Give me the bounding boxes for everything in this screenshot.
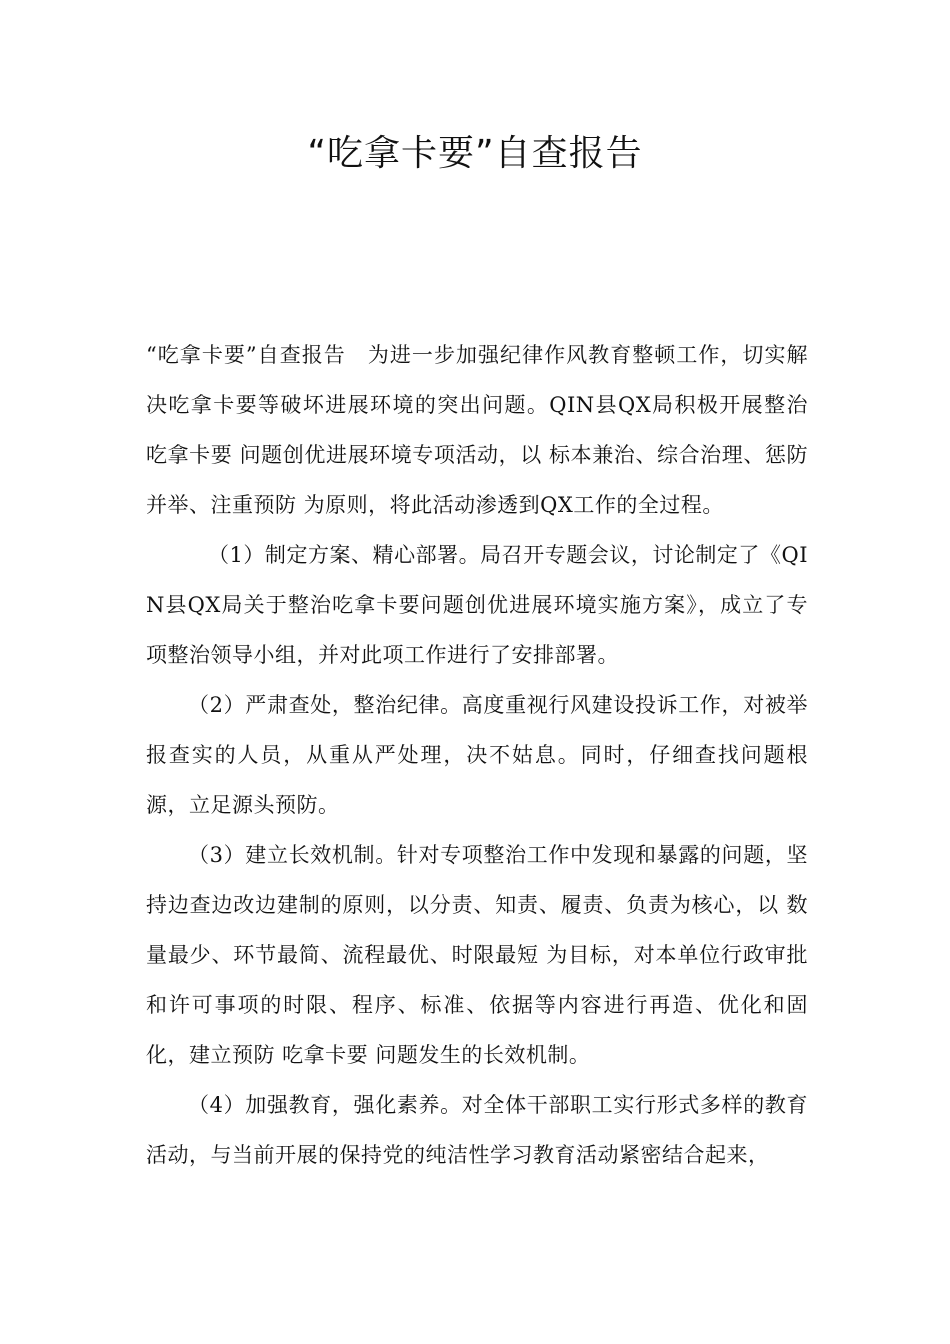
paragraph-intro: “吃拿卡要”自查报告 为进一步加强纪律作风教育整顿工作，切实解决吃拿卡要等破坏进展环境的突出问题。QIN县QX局积极开展整治 吃拿卡要 问题创优进展环境专项活动，以 标本兼治、综合治理、惩防并举、注重预防 为原则，将此活动渗透到QX工作的全过程。 (146, 343, 808, 517)
document-body (146, 330, 808, 1180)
paragraph-item-2: （2）严肃查处，整治纪律。高度重视行风建设投诉工作，对被举报查实的人员，从重从严处理，决不姑息。同时，仔细查找问题根源，立足源头预防。 (146, 693, 808, 817)
document-title: “吃拿卡要”自查报告 (307, 133, 643, 174)
paragraph-item-4: （4）加强教育，强化素养。对全体干部职工实行形式多样的教育活动，与当前开展的保持党的纯洁性学习教育活动紧密结合起来， (146, 1093, 808, 1167)
paragraph-item-3: （3）建立长效机制。针对专项整治工作中发现和暴露的问题，坚持边查边改边建制的原则，以分责、知责、履责、负责为核心，以 数量最少、环节最简、流程最优、时限最短 为目标，对本单位行政审批和许可事项的时限、程序、标准、依据等内容进行再造、优化和固化，建立预防 吃拿卡要 问题发生的长效机制。 (146, 843, 808, 1067)
paragraph-item-1: （1）制定方案、精心部署。局召开专题会议，讨论制定了《QIN县QX局关于整治吃拿卡要问题创优进展环境实施方案》，成立了专项整治领导小组，并对此项工作进行了安排部署。 (146, 543, 808, 667)
